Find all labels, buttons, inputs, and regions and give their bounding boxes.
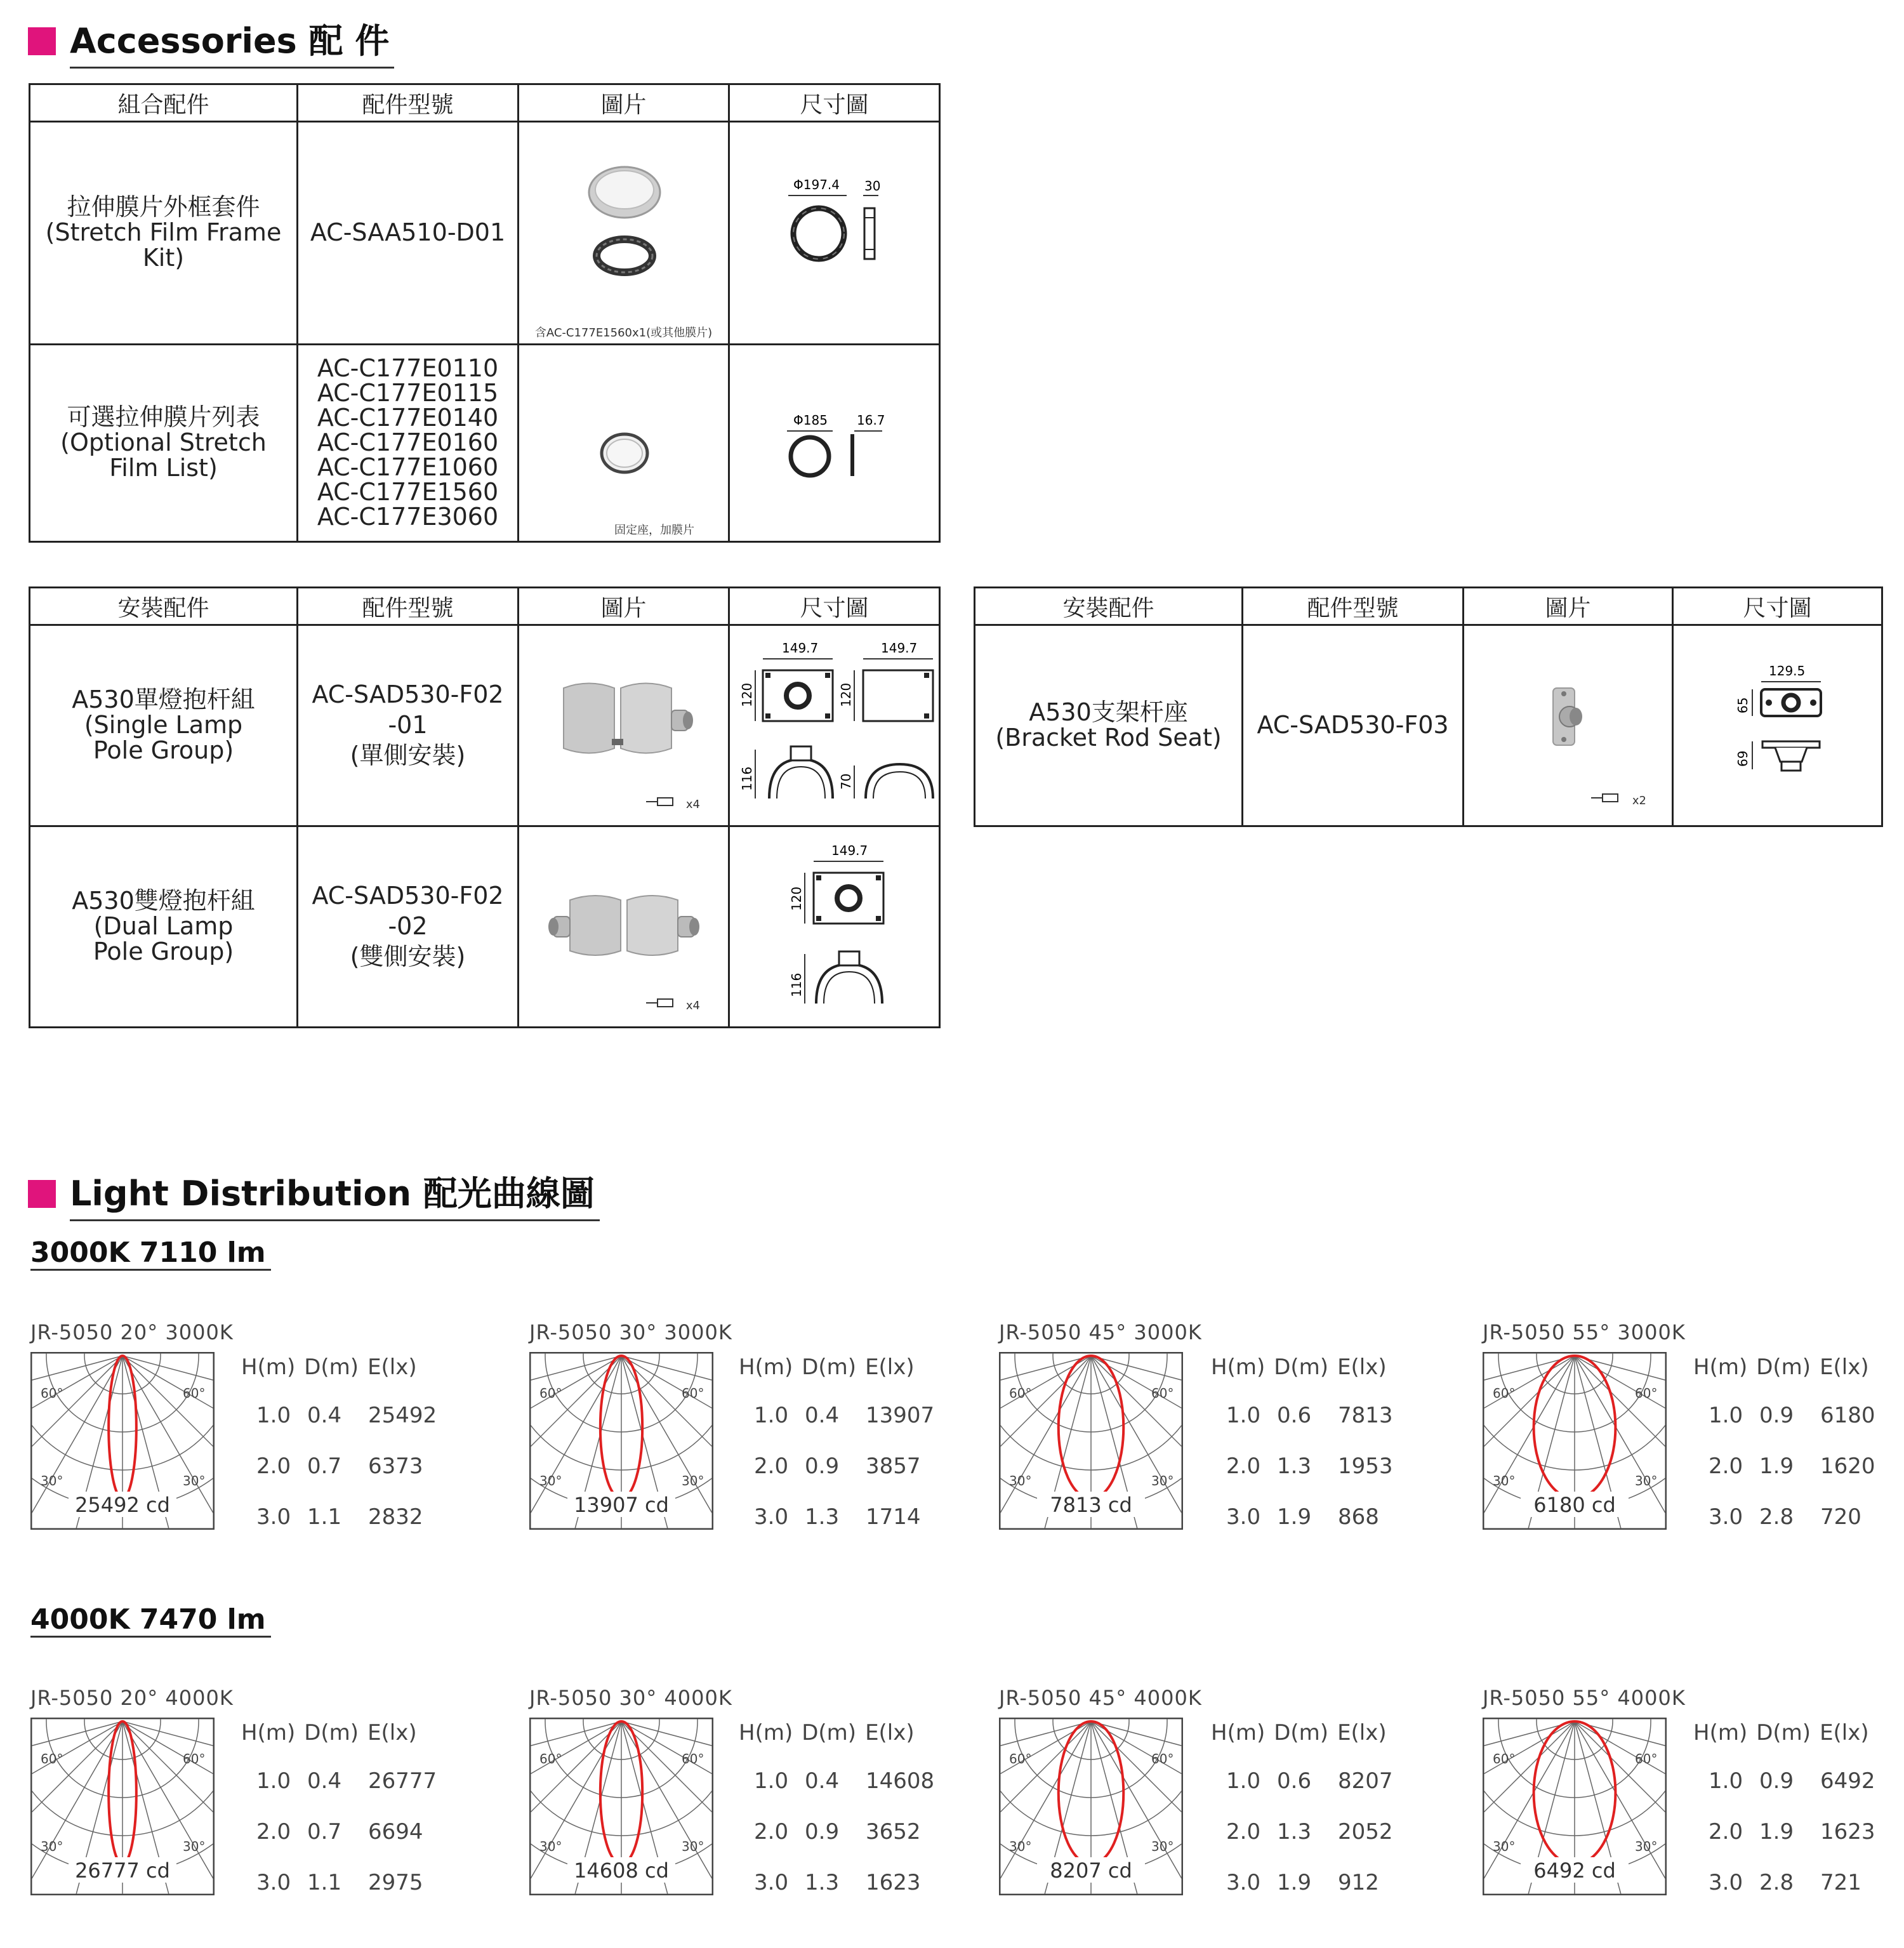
illuminance-value: 1714 bbox=[866, 1504, 921, 1530]
angle-label: 30° bbox=[1009, 1473, 1032, 1488]
height-value: 2.0 bbox=[256, 1454, 291, 1479]
dimension-label: 120 bbox=[789, 886, 804, 911]
distance-value: 0.9 bbox=[805, 1819, 840, 1845]
polar-chart-title: JR-5050 55° 4000K bbox=[1483, 1686, 1686, 1710]
angle-label: 30° bbox=[682, 1473, 704, 1488]
dimension-label: 149.7 bbox=[831, 842, 868, 858]
column-header: H(m) bbox=[1211, 1720, 1266, 1746]
distance-value: 1.1 bbox=[307, 1870, 342, 1895]
height-value: 1.0 bbox=[1709, 1768, 1743, 1794]
accessory-models bbox=[298, 344, 519, 541]
angle-label: 60° bbox=[41, 1386, 63, 1401]
table-row bbox=[1211, 1870, 1387, 1921]
illuminance-value: 3857 bbox=[866, 1454, 921, 1479]
table-row bbox=[1693, 1403, 1875, 1454]
header-picture: 圖片 bbox=[519, 588, 729, 625]
polar-candela-chart bbox=[30, 1718, 215, 1895]
column-header: D(m) bbox=[1756, 1355, 1811, 1380]
table-row bbox=[1211, 1819, 1393, 1870]
illuminance-value: 1623 bbox=[1820, 1819, 1875, 1845]
illuminance-table-header bbox=[1693, 1720, 1869, 1746]
height-value: 1.0 bbox=[256, 1768, 291, 1794]
single-pole-dimension-drawing bbox=[730, 626, 941, 820]
illuminance-value: 1623 bbox=[866, 1870, 921, 1895]
accessory-model: AC-SAD530-F03 bbox=[1243, 625, 1464, 826]
angle-label: 30° bbox=[1009, 1839, 1032, 1854]
group-subtitle-4000k: 4000K 7470 lm bbox=[30, 1603, 271, 1638]
height-value: 1.0 bbox=[1709, 1403, 1743, 1428]
height-value: 3.0 bbox=[1709, 1504, 1743, 1530]
column-header: H(m) bbox=[739, 1355, 793, 1380]
polar-chart-title: JR-5050 30° 3000K bbox=[529, 1320, 732, 1344]
angle-label: 30° bbox=[1151, 1473, 1174, 1488]
illuminance-value: 25492 bbox=[368, 1403, 437, 1428]
height-value: 1.0 bbox=[1226, 1403, 1261, 1428]
dimension-label: 129.5 bbox=[1769, 663, 1806, 679]
distance-value: 0.4 bbox=[805, 1768, 840, 1794]
table-row bbox=[30, 625, 940, 826]
accessory-dimension bbox=[729, 344, 940, 541]
header-dimension: 尺寸圖 bbox=[1673, 588, 1882, 625]
header-picture: 圖片 bbox=[1464, 588, 1673, 625]
polar-candela-chart bbox=[30, 1352, 215, 1530]
accessory-picture bbox=[519, 826, 729, 1027]
distance-value: 1.3 bbox=[805, 1504, 840, 1530]
column-header: H(m) bbox=[241, 1355, 296, 1380]
dimension-label: 16.7 bbox=[857, 412, 885, 428]
peak-candela-label: 6180 cd bbox=[1533, 1493, 1616, 1517]
section-marker bbox=[28, 1180, 56, 1208]
dimension-label: 69 bbox=[1735, 750, 1750, 767]
illuminance-table bbox=[241, 1720, 437, 1921]
height-value: 3.0 bbox=[256, 1504, 291, 1530]
distance-value: 0.9 bbox=[1759, 1768, 1794, 1794]
table-row bbox=[30, 344, 940, 541]
column-header: E(lx) bbox=[865, 1355, 915, 1380]
peak-candela-label: 25492 cd bbox=[75, 1493, 170, 1517]
height-value: 2.0 bbox=[1226, 1819, 1261, 1845]
table-row bbox=[241, 1454, 423, 1504]
table-row bbox=[739, 1768, 935, 1819]
accessory-model: AC-SAD530-F02 -01 (單側安裝) bbox=[298, 625, 519, 826]
angle-label: 30° bbox=[1493, 1473, 1516, 1488]
column-header: E(lx) bbox=[1337, 1355, 1387, 1380]
angle-label: 30° bbox=[41, 1473, 63, 1488]
table-row bbox=[739, 1504, 921, 1555]
accessory-dimension bbox=[729, 826, 940, 1027]
dimension-label: 120 bbox=[739, 682, 755, 707]
angle-label: 60° bbox=[1151, 1751, 1174, 1766]
stretch-film-image bbox=[519, 358, 730, 523]
column-header: D(m) bbox=[304, 1720, 359, 1746]
column-header: H(m) bbox=[739, 1720, 793, 1746]
model-list: AC-C177E0110 AC-C177E0115 AC-C177E0140 AC-C177E0160 AC-C177E1060 AC-C177E1560 AC-C177E3060 bbox=[317, 354, 499, 531]
distance-value: 1.3 bbox=[1277, 1454, 1312, 1479]
illuminance-table bbox=[241, 1355, 437, 1555]
polar-chart-title: JR-5050 20° 4000K bbox=[30, 1686, 234, 1710]
polar-candela-chart bbox=[529, 1352, 713, 1530]
illuminance-table-header bbox=[1693, 1355, 1869, 1380]
peak-candela-label: 7813 cd bbox=[1050, 1493, 1132, 1517]
angle-label: 60° bbox=[1151, 1386, 1174, 1401]
distance-value: 2.8 bbox=[1759, 1504, 1794, 1530]
height-value: 2.0 bbox=[754, 1454, 789, 1479]
header-model: 配件型號 bbox=[298, 588, 519, 625]
table-row bbox=[241, 1504, 423, 1555]
header-model: 配件型號 bbox=[298, 84, 519, 122]
polar-chart-title: JR-5050 20° 3000K bbox=[30, 1320, 234, 1344]
height-value: 2.0 bbox=[754, 1819, 789, 1845]
illuminance-value: 720 bbox=[1820, 1504, 1861, 1530]
distance-value: 0.4 bbox=[805, 1403, 840, 1428]
angle-label: 30° bbox=[1635, 1473, 1658, 1488]
column-header: H(m) bbox=[1693, 1720, 1748, 1746]
polar-chart-title: JR-5050 30° 4000K bbox=[529, 1686, 732, 1710]
illuminance-value: 2975 bbox=[368, 1870, 423, 1895]
column-header: H(m) bbox=[1693, 1355, 1748, 1380]
distance-value: 1.9 bbox=[1277, 1870, 1312, 1895]
accessories-header bbox=[28, 14, 394, 69]
dimension-label: 30 bbox=[864, 178, 881, 194]
illuminance-value: 1953 bbox=[1338, 1454, 1393, 1479]
illuminance-value: 2052 bbox=[1338, 1819, 1393, 1845]
table-row bbox=[30, 122, 940, 345]
distance-value: 1.9 bbox=[1759, 1454, 1794, 1479]
angle-label: 60° bbox=[41, 1751, 63, 1766]
column-header: D(m) bbox=[1274, 1720, 1329, 1746]
screw-count: x4 bbox=[685, 998, 700, 1012]
table-row bbox=[1693, 1454, 1875, 1504]
illuminance-value: 1620 bbox=[1820, 1454, 1875, 1479]
angle-label: 30° bbox=[183, 1473, 206, 1488]
polar-chart-title: JR-5050 45° 3000K bbox=[999, 1320, 1202, 1344]
accessory-dimension bbox=[1673, 625, 1882, 826]
illuminance-table-header bbox=[739, 1720, 915, 1746]
height-value: 1.0 bbox=[256, 1403, 291, 1428]
illuminance-value: 721 bbox=[1820, 1870, 1861, 1895]
peak-candela-label: 8207 cd bbox=[1050, 1859, 1132, 1883]
accessory-model: AC-SAA510-D01 bbox=[298, 122, 519, 345]
dimension-label: 70 bbox=[838, 773, 854, 790]
illuminance-value: 13907 bbox=[866, 1403, 935, 1428]
header-install: 安裝配件 bbox=[30, 588, 298, 625]
header-dimension: 尺寸圖 bbox=[729, 588, 940, 625]
header-model: 配件型號 bbox=[1243, 588, 1464, 625]
header-dimension: 尺寸圖 bbox=[729, 84, 940, 122]
accessory-picture bbox=[1464, 625, 1673, 826]
angle-label: 30° bbox=[1493, 1839, 1516, 1854]
angle-label: 60° bbox=[1009, 1751, 1032, 1766]
polar-candela-chart bbox=[1483, 1718, 1667, 1895]
distance-value: 0.9 bbox=[805, 1454, 840, 1479]
distance-value: 0.7 bbox=[307, 1819, 342, 1845]
accessory-name: A530支架杆座 (Bracket Rod Seat) bbox=[975, 625, 1243, 826]
stretch-film-dimension-drawing bbox=[730, 345, 941, 536]
table-row bbox=[241, 1768, 437, 1819]
distance-value: 1.3 bbox=[805, 1870, 840, 1895]
angle-label: 60° bbox=[1493, 1751, 1516, 1766]
height-value: 3.0 bbox=[1226, 1504, 1261, 1530]
illuminance-value: 2832 bbox=[368, 1504, 423, 1530]
table-row bbox=[241, 1819, 423, 1870]
distance-value: 0.6 bbox=[1277, 1403, 1312, 1428]
column-header: E(lx) bbox=[1337, 1720, 1387, 1746]
table-row bbox=[241, 1403, 437, 1454]
column-header: D(m) bbox=[1274, 1355, 1329, 1380]
angle-label: 30° bbox=[539, 1473, 562, 1488]
dimension-label: Φ197.4 bbox=[793, 177, 840, 192]
angle-label: 30° bbox=[41, 1839, 63, 1854]
illuminance-table bbox=[1211, 1720, 1393, 1921]
illuminance-value: 912 bbox=[1338, 1870, 1379, 1895]
polar-candela-chart bbox=[999, 1352, 1183, 1530]
illuminance-table bbox=[1211, 1355, 1393, 1555]
column-header: E(lx) bbox=[367, 1720, 417, 1746]
accessories-title: Accessories 配 件 bbox=[70, 14, 394, 69]
illuminance-table-header bbox=[1211, 1720, 1387, 1746]
height-value: 2.0 bbox=[1226, 1454, 1261, 1479]
distance-value: 1.9 bbox=[1277, 1504, 1312, 1530]
column-header: H(m) bbox=[241, 1720, 296, 1746]
frame-kit-dimension-drawing bbox=[730, 123, 941, 338]
illuminance-table-header bbox=[1211, 1355, 1387, 1380]
distance-value: 1.9 bbox=[1759, 1819, 1794, 1845]
height-value: 3.0 bbox=[256, 1870, 291, 1895]
distance-value: 0.9 bbox=[1759, 1403, 1794, 1428]
column-header: E(lx) bbox=[1820, 1355, 1869, 1380]
column-header: D(m) bbox=[1756, 1720, 1811, 1746]
bracket-rod-seat-image bbox=[1464, 628, 1674, 818]
illuminance-table-header bbox=[739, 1355, 915, 1380]
table-row bbox=[739, 1870, 921, 1921]
table-row bbox=[739, 1819, 921, 1870]
table-row bbox=[1693, 1504, 1869, 1555]
peak-candela-label: 13907 cd bbox=[574, 1493, 669, 1517]
illuminance-table bbox=[1693, 1355, 1875, 1555]
distance-value: 1.3 bbox=[1277, 1819, 1312, 1845]
illuminance-table-header bbox=[241, 1355, 417, 1380]
illuminance-value: 14608 bbox=[866, 1768, 935, 1794]
column-header: H(m) bbox=[1211, 1355, 1266, 1380]
distance-value: 2.8 bbox=[1759, 1870, 1794, 1895]
distance-value: 0.4 bbox=[307, 1768, 342, 1794]
illuminance-table bbox=[1693, 1720, 1875, 1921]
dual-pole-clamp-image bbox=[519, 829, 730, 1019]
angle-label: 30° bbox=[539, 1839, 562, 1854]
illuminance-value: 6492 bbox=[1820, 1768, 1875, 1794]
height-value: 1.0 bbox=[754, 1403, 789, 1428]
column-header: E(lx) bbox=[865, 1720, 915, 1746]
table-row bbox=[1211, 1454, 1393, 1504]
accessory-picture bbox=[519, 122, 729, 345]
column-header: D(m) bbox=[304, 1355, 359, 1380]
dimension-label: 149.7 bbox=[881, 640, 918, 656]
bracket-accessories-table bbox=[974, 586, 1883, 827]
table-row bbox=[1693, 1870, 1869, 1921]
angle-label: 60° bbox=[183, 1751, 206, 1766]
table-row bbox=[739, 1454, 921, 1504]
illuminance-value: 6694 bbox=[368, 1819, 423, 1845]
polar-chart-title: JR-5050 45° 4000K bbox=[999, 1686, 1202, 1710]
accessory-picture bbox=[519, 344, 729, 541]
single-pole-clamp-image bbox=[519, 628, 730, 818]
accessory-name: 拉伸膜片外框套件 (Stretch Film Frame Kit) bbox=[30, 122, 298, 345]
peak-candela-label: 14608 cd bbox=[574, 1859, 669, 1883]
accessory-dimension bbox=[729, 122, 940, 345]
height-value: 2.0 bbox=[256, 1819, 291, 1845]
table-row bbox=[1211, 1504, 1387, 1555]
picture-note: 固定座，加膜片 bbox=[614, 523, 694, 537]
frame-kit-image bbox=[519, 135, 730, 326]
header-combo: 組合配件 bbox=[30, 84, 298, 122]
illuminance-value: 6180 bbox=[1820, 1403, 1875, 1428]
picture-note: 含AC-C177E1560x1(或其他膜片) bbox=[534, 326, 713, 340]
height-value: 3.0 bbox=[1226, 1870, 1261, 1895]
column-header: E(lx) bbox=[1820, 1720, 1869, 1746]
angle-label: 60° bbox=[539, 1751, 562, 1766]
accessory-name: A530雙燈抱杆組 (Dual Lamp Pole Group) bbox=[30, 826, 298, 1027]
illuminance-value: 3652 bbox=[866, 1819, 921, 1845]
section-marker bbox=[28, 27, 56, 55]
screw-count: x2 bbox=[1632, 794, 1646, 807]
dimension-label: 65 bbox=[1735, 697, 1750, 713]
angle-label: 60° bbox=[1009, 1386, 1032, 1401]
install-accessories-table bbox=[29, 586, 941, 1028]
distance-value: 0.7 bbox=[307, 1454, 342, 1479]
table-row bbox=[30, 826, 940, 1027]
header-picture: 圖片 bbox=[519, 84, 729, 122]
angle-label: 30° bbox=[682, 1839, 704, 1854]
table-row bbox=[1211, 1768, 1393, 1819]
dimension-label: Φ185 bbox=[793, 412, 828, 428]
angle-label: 30° bbox=[183, 1839, 206, 1854]
bracket-dimension-drawing bbox=[1674, 626, 1883, 820]
height-value: 2.0 bbox=[1709, 1454, 1743, 1479]
polar-candela-chart bbox=[1483, 1352, 1667, 1530]
column-header: D(m) bbox=[802, 1720, 857, 1746]
light-distribution-title: Light Distribution 配光曲線圖 bbox=[70, 1167, 600, 1221]
angle-label: 60° bbox=[1635, 1386, 1658, 1401]
table-row bbox=[1211, 1403, 1393, 1454]
height-value: 1.0 bbox=[1226, 1768, 1261, 1794]
dual-pole-dimension-drawing bbox=[730, 827, 941, 1021]
column-header: D(m) bbox=[802, 1355, 857, 1380]
illuminance-value: 868 bbox=[1338, 1504, 1379, 1530]
angle-label: 60° bbox=[183, 1386, 206, 1401]
distance-value: 1.1 bbox=[307, 1504, 342, 1530]
angle-label: 60° bbox=[539, 1386, 562, 1401]
illuminance-value: 6373 bbox=[368, 1454, 423, 1479]
angle-label: 60° bbox=[682, 1386, 704, 1401]
illuminance-table-header bbox=[241, 1720, 417, 1746]
angle-label: 30° bbox=[1635, 1839, 1658, 1854]
column-header: E(lx) bbox=[367, 1355, 417, 1380]
height-value: 3.0 bbox=[754, 1870, 789, 1895]
header-install: 安裝配件 bbox=[975, 588, 1243, 625]
accessory-picture bbox=[519, 625, 729, 826]
angle-label: 60° bbox=[682, 1751, 704, 1766]
screw-count: x4 bbox=[685, 798, 700, 811]
illuminance-value: 7813 bbox=[1338, 1403, 1393, 1428]
dimension-label: 120 bbox=[838, 682, 854, 707]
table-row bbox=[1693, 1819, 1875, 1870]
distance-value: 0.4 bbox=[307, 1403, 342, 1428]
table-row bbox=[241, 1870, 423, 1921]
accessory-name: 可選拉伸膜片列表 (Optional Stretch Film List) bbox=[30, 344, 298, 541]
height-value: 2.0 bbox=[1709, 1819, 1743, 1845]
height-value: 1.0 bbox=[754, 1768, 789, 1794]
accessory-name: A530單燈抱杆組 (Single Lamp Pole Group) bbox=[30, 625, 298, 826]
peak-candela-label: 26777 cd bbox=[75, 1859, 170, 1883]
table-row bbox=[739, 1403, 935, 1454]
dimension-label: 116 bbox=[739, 766, 755, 791]
table-row bbox=[1693, 1768, 1875, 1819]
polar-candela-chart bbox=[529, 1718, 713, 1895]
polar-candela-chart bbox=[999, 1718, 1183, 1895]
height-value: 3.0 bbox=[1709, 1870, 1743, 1895]
polar-chart-title: JR-5050 55° 3000K bbox=[1483, 1320, 1686, 1344]
combo-accessories-table bbox=[29, 83, 941, 543]
dimension-label: 116 bbox=[789, 972, 804, 997]
accessory-dimension bbox=[729, 625, 940, 826]
accessory-model: AC-SAD530-F02 -02 (雙側安裝) bbox=[298, 826, 519, 1027]
angle-label: 60° bbox=[1635, 1751, 1658, 1766]
table-row bbox=[975, 625, 1882, 826]
illuminance-value: 8207 bbox=[1338, 1768, 1393, 1794]
angle-label: 60° bbox=[1493, 1386, 1516, 1401]
peak-candela-label: 6492 cd bbox=[1533, 1859, 1616, 1883]
height-value: 3.0 bbox=[754, 1504, 789, 1530]
distance-value: 0.6 bbox=[1277, 1768, 1312, 1794]
illuminance-value: 26777 bbox=[368, 1768, 437, 1794]
angle-label: 30° bbox=[1151, 1839, 1174, 1854]
illuminance-table bbox=[739, 1355, 935, 1555]
light-distribution-header bbox=[28, 1167, 600, 1221]
dimension-label: 149.7 bbox=[782, 640, 819, 656]
illuminance-table bbox=[739, 1720, 935, 1921]
group-subtitle-3000k: 3000K 7110 lm bbox=[30, 1236, 271, 1271]
